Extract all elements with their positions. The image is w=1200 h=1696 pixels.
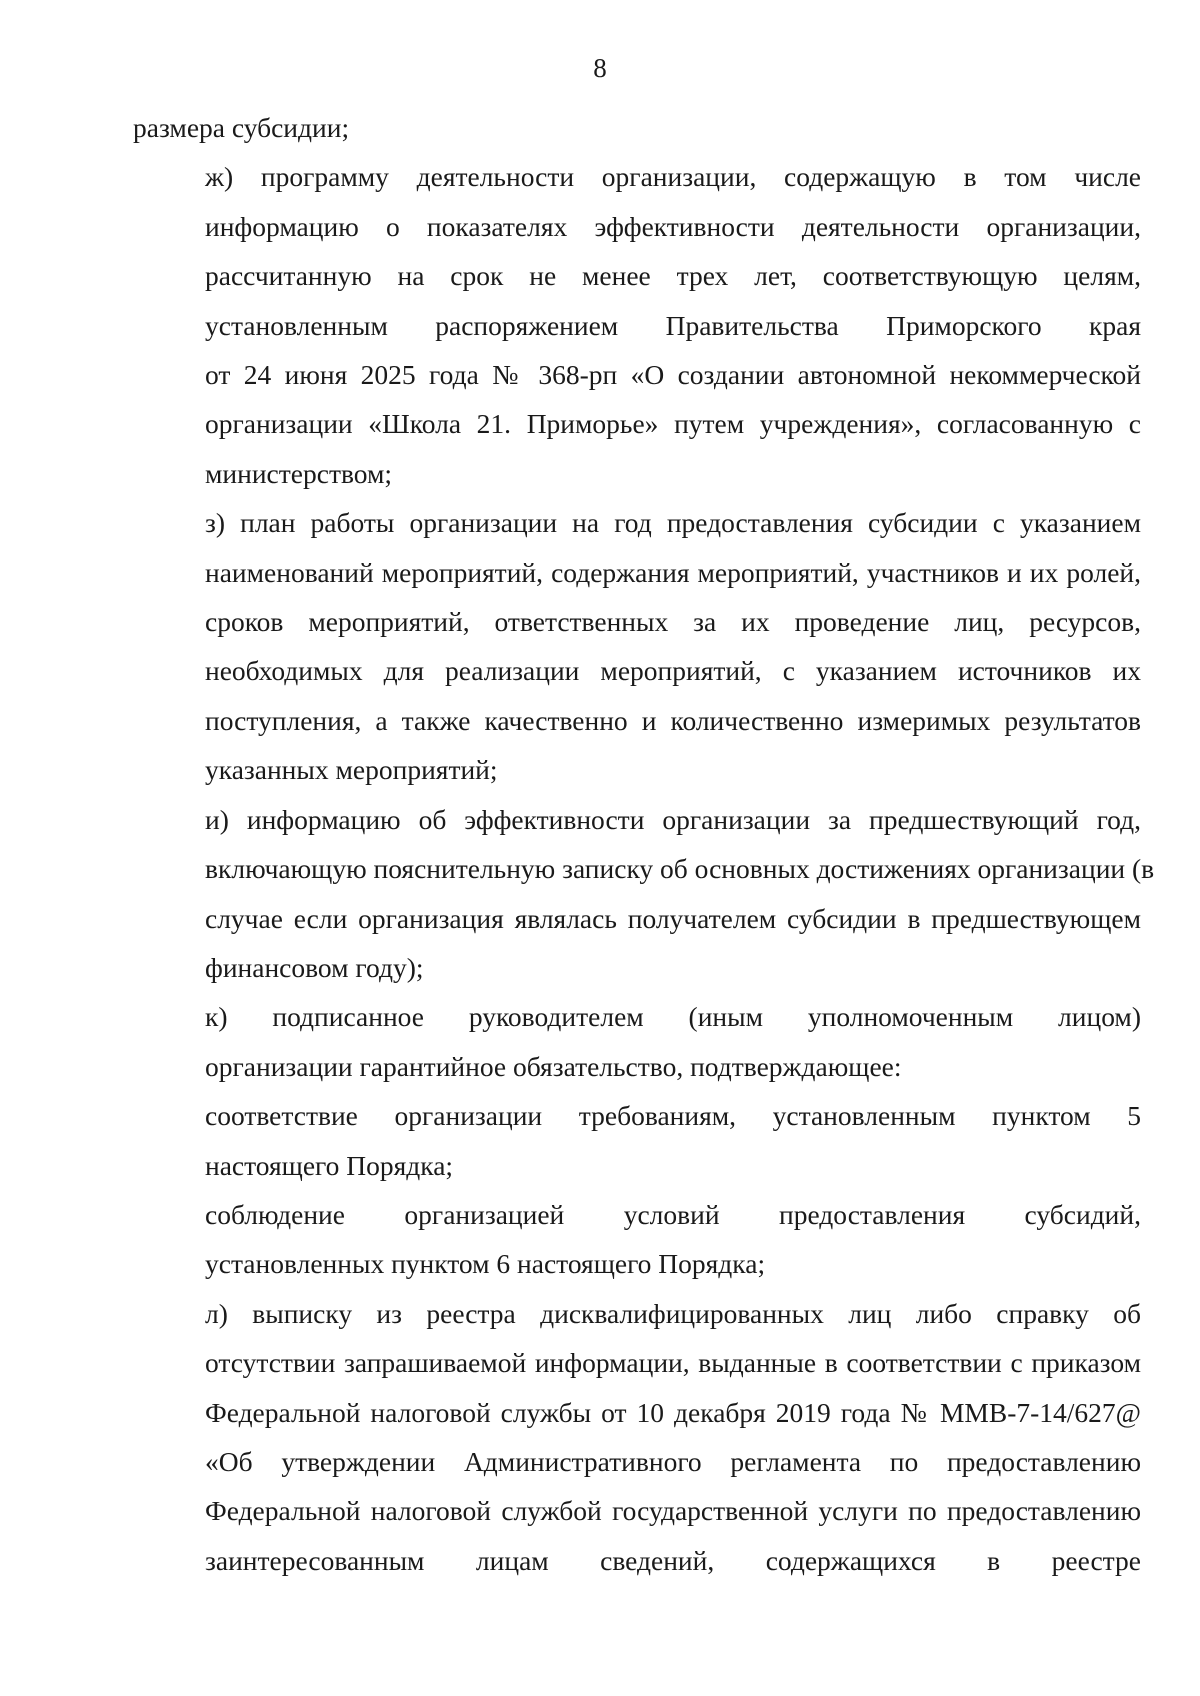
text-line: наименований мероприятий, содержания мероприятий, участников и их ролей, xyxy=(205,556,1141,588)
paragraph-compliance-conditions xyxy=(133,1190,1141,1289)
text-line: Федеральной налоговой службой государственной услуги по предоставлению xyxy=(205,1495,1141,1527)
text-line: организации гарантийное обязательство, подтверждающее: xyxy=(205,1050,902,1082)
text-line: л) выписку из реестра дисквалифицированных лиц либо справку об xyxy=(205,1297,1141,1329)
page-number: 8 xyxy=(593,53,607,83)
text-line: соблюдение организацией условий предоставления субсидий, xyxy=(205,1198,1141,1230)
text-line: министерством; xyxy=(205,457,393,489)
paragraph-subsidy-size-end xyxy=(133,103,1141,152)
text-line: установленных пунктом 6 настоящего Порядка; xyxy=(205,1248,766,1280)
paragraph-l-registry-extract xyxy=(133,1289,1141,1585)
text-line: отсутствии запрашиваемой информации, выданные в соответствии с приказом xyxy=(205,1347,1141,1379)
text-line: включающую пояснительную записку об основных достижениях организации (в xyxy=(205,853,1155,885)
text-line: рассчитанную на срок не менее трех лет, соответствующую целям, xyxy=(205,260,1141,292)
text-line: необходимых для реализации мероприятий, с указанием источников их xyxy=(205,655,1141,687)
text-line: финансовом году); xyxy=(205,951,424,983)
text-line: заинтересованным лицам сведений, содержащихся в реестре xyxy=(205,1544,1141,1576)
paragraph-z-work-plan xyxy=(133,498,1141,794)
paragraph-k-guarantee xyxy=(133,992,1141,1091)
paragraph-compliance-requirements xyxy=(133,1091,1141,1190)
text-line: и) информацию об эффективности организации за предшествующий год, xyxy=(205,803,1141,835)
text-line: сроков мероприятий, ответственных за их проведение лиц, ресурсов, xyxy=(205,606,1141,638)
text-line: «Об утверждении Административного регламента по предоставлению xyxy=(205,1445,1141,1477)
text-line: соответствие организации требованиям, установленным пунктом 5 xyxy=(205,1100,1141,1132)
text-line: от 24 июня 2025 года № 368-рп «О создании автономной некоммерческой xyxy=(205,359,1141,391)
document-body xyxy=(133,103,1155,1585)
text-line: информацию о показателях эффективности деятельности организации, xyxy=(205,210,1141,242)
text-line: настоящего Порядка; xyxy=(205,1149,454,1181)
text-line: случае если организация являлась получателем субсидии в предшествующем xyxy=(205,902,1141,934)
text-line: к) подписанное руководителем (иным уполномоченным лицом) xyxy=(205,1001,1141,1033)
text-line: з) план работы организации на год предоставления субсидии с указанием xyxy=(205,507,1141,539)
text-line: Федеральной налоговой службы от 10 декабря 2019 года № ММВ-7-14/627@ xyxy=(205,1396,1141,1428)
text-line: организации «Школа 21. Приморье» путем учреждения», согласованную с xyxy=(205,408,1141,440)
paragraph-i-efficiency-info xyxy=(133,795,1155,993)
text-line: поступления, а также качественно и количественно измеримых результатов xyxy=(205,704,1141,736)
paragraph-zh-activity-program xyxy=(133,152,1141,498)
text-line: указанных мероприятий; xyxy=(205,754,498,786)
text-line: ж) программу деятельности организации, содержащую в том числе xyxy=(205,161,1141,193)
text-line: установленным распоряжением Правительства Приморского края xyxy=(205,309,1141,341)
text-line: размера субсидии; xyxy=(133,112,350,143)
